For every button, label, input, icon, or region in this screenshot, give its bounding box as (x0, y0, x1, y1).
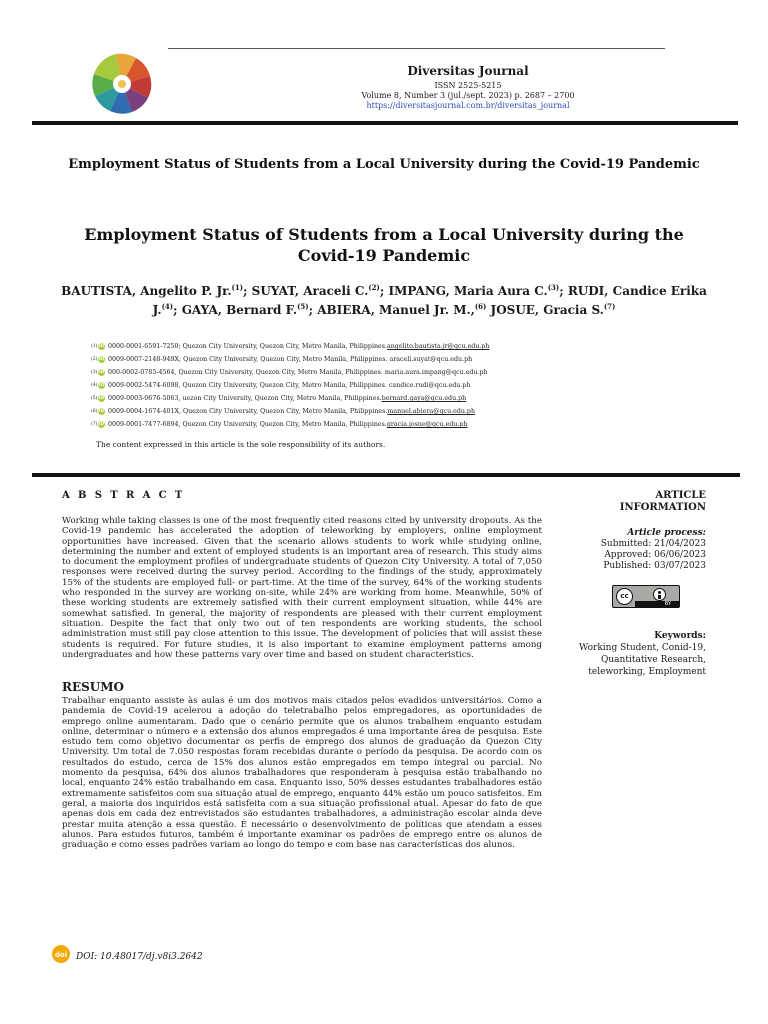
affiliation-email-link[interactable]: manuel.abiera@qcu.edu.ph (387, 408, 476, 415)
article-info-heading-line2: INFORMATION (619, 502, 706, 513)
running-title: Employment Status of Students from a Local University during the Covid-19 Pandemic (68, 157, 700, 172)
doi-icon (52, 945, 70, 963)
doi-link[interactable]: DOI: 10.48017/dj.v8i3.2642 (76, 952, 203, 962)
by-label: BY (635, 601, 679, 607)
author-affiliation-mark: (2) (368, 283, 380, 292)
journal-name: Diversitas Journal (407, 64, 529, 78)
affiliation-text: 0009-0003-0676-5063, uezon City University, Quezon City, Metro Manila, Philippines. (108, 395, 382, 402)
affiliation-row (91, 418, 691, 431)
author-affiliation-mark: (1) (231, 283, 244, 292)
affiliation-number: (5) (91, 396, 98, 401)
orcid-icon[interactable]: iD (98, 383, 105, 388)
doi-icon-label: doi (54, 951, 68, 959)
author-separator: ; (379, 284, 389, 298)
approved-date: Approved: 06/06/2023 (604, 550, 706, 560)
cc-circle: cc (616, 588, 633, 605)
resumo-text: Trabalhar enquanto assiste às aulas é um dos motivos mais citados pelos evadidos universitários. Como a pandemia de Covid-19 acelerou a adoção do teletrabalho pelos empregadores, as oportunidades de emprego online aumentaram. Dado que o cenário permite que os alunos trabalhem enquanto estudam online, determinar o número e a extensão dos alunos empregados é uma importante área de pesquisa. Este estudo tem como objetivo documentar os perfis de emprego dos alunos de graduação da Quezon City University. Um total de 7.050 respostas foram recebidas durante o período da pesquisa. De acordo com os resultados do estudo, cerca de 15% dos alunos estão empregados em tempo integral ou parcial. No momento da pesquisa, 64% dos alunos trabalhadores que responderam à pesquisa estão trabalhando no local, enquanto 24% estão trabalhando em casa. Enquanto isso, 50% desses estudantes trabalhadores estão extremamente satisfeitos com sua situação atual de emprego, enquanto 44% estão um pouco satisfeitos. Em geral, a maioria dos inquiridos está satisfeita com a sua situação profissional atual. Apesar do fato de que apenas dois em cada dez entrevistados são estudantes trabalhadores, a administração escolar ainda deve prestar muita atenção a essa questão. É necessário o desenvolvimento de políticas que atendam a esses alunos. Para estudos futuros, também é importante examinar os padrões de emprego entre os alunos de graduação e como esses padrões variam ao longo do tempo e com base nas características dos alunos. (62, 696, 542, 851)
affiliation-text: 0009-0007-2148-949X; Quezon City University, Quezon City, Metro Manila, Philippines. araceli.suyat@qcu.edu.ph (108, 356, 473, 363)
author-list (60, 280, 708, 318)
journal-issn: ISSN 2525-5215 (434, 81, 502, 90)
orcid-icon[interactable]: iD (98, 409, 105, 414)
article-info-heading-line1: ARTICLE (655, 490, 706, 501)
author-name: JOSUE, Gracia S. (490, 303, 604, 317)
orcid-icon[interactable]: iD (98, 357, 105, 362)
abstract-text: Working while taking classes is one of the most frequently cited reasons cited by university dropouts. As the Covid-19 pandemic has accelerated the adoption of teleworking by employers, online employment opportunities have increased. Given that the scenario allows students to work while studying online, determining the number and extent of employed students is an important area of research. This study aims to document the employment profiles of undergraduate students of Quezon City University. A total of 7,050 responses were received during the survey period. According to the findings of the study, approximately 15% of the students are employed full- or part-time. At the time of the survey, 64% of the working students who responded in the survey are working on-site, while 24% are working from home. Meanwhile, 50% of these working students are extremely satisfied with their current employment situation, while 44% are somewhat satisfied. In general, the majority of respondents are pleased with their current employment situation. Despite the fact that only two out of ten respondents are working students, the school administration must still pay close attention to this issue. The development of policies that will assist these students is required. For future studies, it is also important to examine employment patterns among undergraduates and how these patterns vary over time and based on student characteristics. (62, 516, 542, 660)
keywords-text: Working Student, Conid-19, Quantitative Research, teleworking, Employment (578, 643, 706, 677)
affiliation-number: (3) (91, 370, 98, 375)
affiliation-text: 0000-0001-6591-7250; Quezon City University, Quezon City, Metro Manila, Philippines. (108, 343, 387, 350)
author-separator: ; (173, 303, 182, 317)
affiliation-row (91, 405, 691, 418)
affiliation-text: 0009-0001-7477-6894, Quezon City University, Quezon City, Metro Manila, Philippines. (108, 421, 387, 428)
affiliation-number: (7) (91, 422, 98, 427)
attribution-person-icon (653, 588, 666, 601)
affiliation-row (91, 379, 691, 392)
author-name: ABIERA, Manuel Jr. M., (317, 303, 475, 317)
author-affiliation-mark: (3) (547, 283, 560, 292)
header-rule-bottom (32, 121, 738, 125)
submitted-date: Submitted: 21/04/2023 (600, 539, 706, 549)
affiliation-number: (1) (91, 344, 98, 349)
author-separator: ; (559, 284, 568, 298)
affiliation-row (91, 392, 691, 405)
section-rule (32, 473, 740, 477)
affiliation-list (91, 340, 691, 431)
affiliation-text: 0009-0002-5474-6098, Quezon City University, Quezon City, Metro Manila, Philippines. candice.rudi@qcu.edu.ph (108, 382, 471, 389)
affiliation-email-link[interactable]: angelito.bautista.jr@qcu.edu.ph (386, 343, 490, 350)
orcid-icon[interactable]: iD (98, 370, 105, 375)
author-name: RUDI, Candice Erika J. (152, 284, 707, 317)
affiliation-text: 0009-0004-1674-401X, Quezon City University, Quezon City, Metro Manila, Philippines. (108, 408, 388, 415)
keywords-label: Keywords: (654, 631, 706, 641)
author-name: SUYAT, Araceli C. (251, 284, 369, 298)
affiliation-number: (4) (91, 383, 98, 388)
author-affiliation-mark: (4) (161, 302, 174, 311)
article-info-heading (590, 490, 706, 514)
resumo-heading: RESUMO (62, 680, 124, 694)
affiliation-email-link[interactable]: gracia.josue@qcu.edu.ph (386, 421, 468, 428)
author-name: BAUTISTA, Angelito P. Jr. (61, 284, 232, 298)
author-affiliation-mark: (7) (603, 302, 616, 311)
affiliation-number: (6) (91, 409, 98, 414)
affiliation-row (91, 353, 691, 366)
author-affiliation-mark: (6) (474, 302, 487, 311)
journal-volume: Volume 8, Number 3 (jul./sept. 2023) p. 2687 – 2700 (361, 91, 575, 100)
orcid-icon[interactable]: iD (98, 396, 105, 401)
article-title: Employment Status of Students from a Local University during the Covid-19 Pandemic (84, 225, 684, 265)
published-date: Published: 03/07/2023 (603, 561, 706, 571)
header-rule-top (168, 48, 665, 49)
affiliation-row (91, 366, 691, 379)
abstract-heading: A B S T R A C T (62, 490, 185, 501)
affiliation-row (91, 340, 691, 353)
cc-by-icon[interactable] (612, 585, 680, 608)
article-process-label: Article process: (627, 528, 706, 538)
orcid-icon[interactable]: iD (98, 344, 105, 349)
author-name: IMPANG, Maria Aura C. (388, 284, 548, 298)
author-separator: ; (308, 303, 318, 317)
responsibility-note: The content expressed in this article is the sole responsibility of its authors. (96, 440, 386, 449)
affiliation-text: 000-0002-0785-4564, Quezon City University, Quezon City, Metro Manila, Philippines. maria.aura.impang@qcu.edu.ph (108, 369, 488, 376)
diversitas-logo-icon (86, 48, 158, 120)
author-separator: ; (243, 284, 252, 298)
journal-url-link[interactable]: https://diversitasjournal.com.br/diversitas_journal (366, 101, 570, 110)
author-name: GAYA, Bernard F. (181, 303, 298, 317)
affiliation-email-link[interactable]: bernard.gaya@qcu.edu.ph (381, 395, 467, 402)
author-affiliation-mark: (5) (297, 302, 309, 311)
orcid-icon[interactable]: iD (98, 422, 105, 427)
affiliation-number: (2) (91, 357, 98, 362)
